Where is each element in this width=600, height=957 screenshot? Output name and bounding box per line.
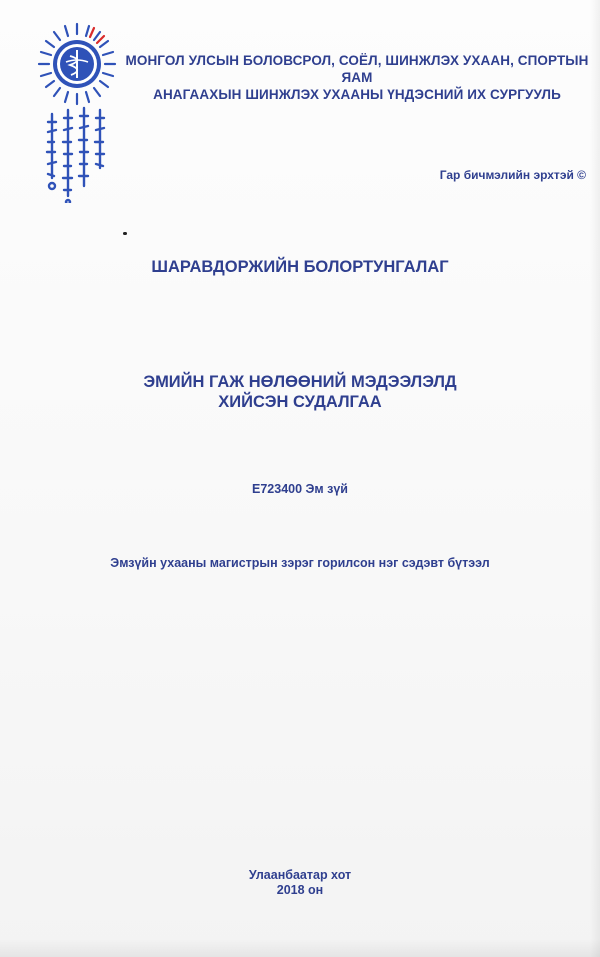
- degree-statement: Эмзүйн ухааны магистрын зэрэг горилсон нэг сэдэвт бүтээл: [110, 556, 490, 570]
- university-name: АНАГААХЫН ШИНЖЛЭХ УХААНЫ ҮНДЭСНИЙ ИХ СУРГУУЛЬ: [153, 87, 561, 102]
- place-and-year: [0, 868, 600, 898]
- scan-speck: [123, 232, 127, 235]
- institution-header: [118, 52, 596, 103]
- year: 2018 он: [276, 883, 324, 897]
- copyright-notice: Гар бичмэлийн эрхтэй ©: [439, 168, 586, 182]
- author-name: ШАРАВДОРЖИЙН БОЛОРТУНГАЛАГ: [151, 258, 449, 276]
- mongolian-script: [47, 108, 104, 203]
- thesis-title-line1: ЭМИЙН ГАЖ НӨЛӨӨНИЙ МЭДЭЭЛЭЛД: [143, 373, 457, 391]
- thesis-title-line2: ХИЙСЭН СУДАЛГАА: [218, 393, 382, 411]
- ministry-name: МОНГОЛ УЛСЫН БОЛОВСРОЛ, СОЁЛ, ШИНЖЛЭХ УХААН, СПОРТЫН ЯАМ: [125, 53, 589, 85]
- page-edge-shadow: [590, 0, 600, 957]
- city: Улаанбаатар хот: [248, 868, 352, 882]
- university-emblem-icon: [30, 18, 125, 203]
- page-bottom-shadow: [0, 939, 600, 957]
- thesis-title: [0, 372, 600, 412]
- program-code: E723400 Эм зүй: [252, 482, 348, 496]
